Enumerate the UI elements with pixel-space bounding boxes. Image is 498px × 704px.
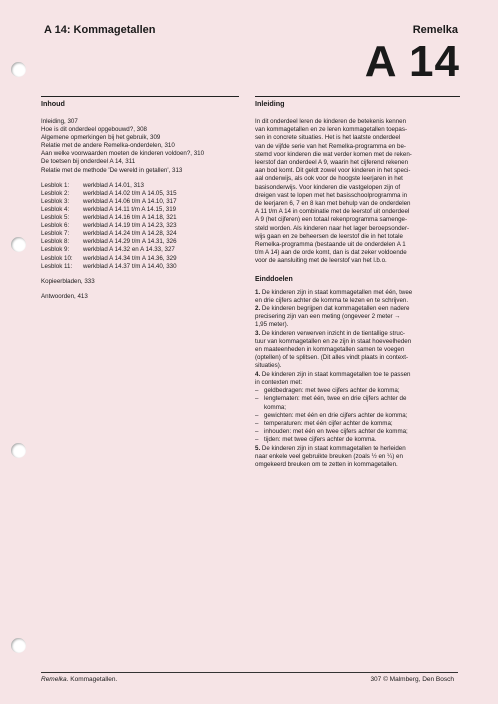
inhoud-heading: Inhoud — [41, 96, 239, 108]
footer-divider — [41, 672, 458, 673]
kopieerbladen-entry: Kopieerbladen, 333 — [41, 277, 95, 285]
einddoel-number: 1. — [255, 288, 261, 296]
dash-bullet: – — [255, 419, 259, 427]
einddoel-number: 2. — [255, 305, 261, 313]
lesblok-text: werkblad A 14.01, 313 — [83, 181, 144, 189]
antwoorden-entry: Antwoorden, 413 — [41, 292, 88, 300]
lesblok-label: Lesblok 2: — [41, 189, 70, 197]
einddoel-line — [255, 313, 460, 321]
einddoel-text: omgekeerd breuken om te zetten in kommagetallen. — [255, 460, 398, 468]
inleiding-line: wijs gaan en ze beheersen de leerstof die in het totale — [255, 232, 403, 240]
lesblok-label: Lesblok 11: — [41, 262, 73, 270]
einddoel-number: 4. — [255, 370, 261, 378]
inleiding-line: In dit onderdeel leren de kinderen de betekenis kennen — [255, 118, 407, 125]
binder-hole — [11, 237, 26, 252]
inleiding-line: van de vijfde serie van het Remelka-programma en be- — [255, 142, 406, 150]
inleiding-line: steld worden. Als kinderen naar het lager beroepsonder- — [255, 224, 410, 232]
lesblok-label: Lesblok 4: — [41, 205, 70, 213]
lesblok-text: werkblad A 14.29 t/m A 14.31, 326 — [83, 238, 177, 246]
inleiding-line: aan bod komt. Dit geldt zowel voor kinderen in het speci- — [255, 167, 411, 175]
inleiding-line: leerstof dan onderdeel A 9, waarin het cijferend rekenen — [255, 159, 409, 167]
context-item — [255, 404, 460, 412]
einddoel-line — [255, 371, 460, 379]
einddoel-text: De kinderen zijn in staat kommagetallen te herleiden — [261, 444, 406, 452]
einddoelen-list — [255, 289, 460, 469]
dash-bullet: – — [255, 411, 259, 419]
inleiding-line: stemd voor kinderen die wat verder komen met de reken- — [255, 150, 412, 158]
lesblok-label: Lesblok 3: — [41, 197, 70, 205]
lesblok-label: Lesblok 1: — [41, 181, 70, 189]
einddoel-text: De kinderen verwerven inzicht in de tientallige struc- — [261, 329, 405, 337]
inleiding-line: voor de aansluiting met de leerstof van het l.b.o. — [255, 257, 387, 265]
dash-bullet: – — [255, 428, 259, 436]
einddoel-line — [255, 338, 460, 346]
einddoel-line — [255, 362, 460, 370]
inleiding-line: sen in concrete situaties. Het is het laatste onderdeel — [255, 134, 401, 142]
inleiding-paragraph — [255, 118, 460, 266]
section-code: A 14 — [364, 37, 460, 86]
einddoel-text: situaties). — [255, 362, 282, 370]
lesblok-row — [41, 238, 239, 246]
context-text: gewichten: met één en drie cijfers achter de komma; — [264, 411, 408, 419]
lesblok-label: Lesblok 7: — [41, 230, 70, 238]
lesblok-text: werkblad A 14.19 t/m A 14.23, 323 — [83, 222, 177, 230]
context-item — [255, 395, 460, 403]
lesblok-text: werkblad A 14.34 t/m A 14.36, 329 — [83, 254, 177, 262]
lesblok-row — [41, 206, 239, 214]
einddoel-line — [255, 354, 460, 362]
inleiding-heading: Inleiding — [255, 96, 460, 108]
lesblok-label: Lesblok 10: — [41, 254, 73, 262]
footer-left: Remelka. Kommagetallen. — [41, 676, 118, 683]
footer-right: 307 © Malmberg, Den Bosch — [370, 676, 454, 683]
einddoel-text: precisering zijn van een meting (ongeveer 2 meter → — [255, 313, 401, 321]
einddoel-text: naar enkele veel gebruikte breuken (zoals ½ en ¼) en — [255, 452, 403, 460]
inhoud-item: Aan welke voorwaarden moeten de kinderen voldoen?, 310 — [41, 150, 205, 158]
einddoel-number: 3. — [255, 329, 261, 337]
einddoel-text: De kinderen zijn in staat kommagetallen toe te passen — [261, 370, 411, 378]
einddoel-line — [255, 453, 460, 461]
context-item — [255, 436, 460, 444]
lesblok-row — [41, 198, 239, 206]
inleiding-line: dreigen vast te lopen met het basisschoolprogramma in — [255, 191, 408, 199]
lesblok-row — [41, 230, 239, 238]
einddoel-text: De kinderen begrijpen dat kommagetallen een nadere — [261, 305, 410, 313]
inhoud-item: De toetsen bij onderdeel A 14, 311 — [41, 158, 136, 166]
inleiding-line: aal onderwijs, als ook voor de hoogste leerjaren in het — [255, 175, 403, 183]
lesblok-row — [41, 182, 239, 190]
lesblok-row — [41, 263, 239, 271]
context-text: lengtematen: met één, twee en drie cijfers achter de — [264, 395, 407, 403]
context-text: komma; — [264, 403, 287, 411]
page-title: A 14: Kommagetallen — [44, 24, 156, 36]
inhoud-column — [41, 96, 239, 301]
context-item — [255, 420, 460, 428]
context-text: inhouden: met één en twee cijfers achter de komma; — [264, 428, 408, 436]
lesblok-text: werkblad A 14.37 t/m A 14.40, 330 — [83, 262, 177, 270]
inhoud-item: Relatie met de andere Remelka-onderdelen, 310 — [41, 142, 175, 150]
einddoel-text: en maateenheden in kommagetallen samen te voegen — [255, 346, 405, 354]
inhoud-item: Relatie met de methode 'De wereld in getallen', 313 — [41, 166, 183, 174]
lesblok-text: werkblad A 14.24 t/m A 14.28, 324 — [83, 230, 177, 238]
lesblok-row — [41, 255, 239, 263]
inleiding-line: t/m A 14) aan de orde komt, dan is dat zeker voldoende — [255, 249, 407, 257]
einddoel-text: tuur van kommagetallen en ze zijn in staat hoeveelheden — [255, 337, 412, 345]
lesblok-text: werkblad A 14.16 t/m A 14.18, 321 — [83, 214, 177, 222]
einddoel-text: en drie cijfers achter de komma te lezen en te schrijven. — [255, 296, 409, 304]
inleiding-line: de leerjaren 6, 7 en 8 kan met behulp van de onderdelen — [255, 200, 411, 208]
binder-hole — [11, 62, 26, 77]
einddoel-line — [255, 461, 460, 469]
einddoelen-heading: Einddoelen — [255, 275, 293, 283]
lesblok-text: werkblad A 14.02 t/m A 14.05, 315 — [83, 189, 177, 197]
inleiding-line: A 11 t/m A 14 in combinatie met de leerstof uit onderdeel — [255, 208, 410, 216]
inleiding-line: basisonderwijs. Voor kinderen die vastgelopen zijn of — [255, 183, 401, 191]
lesblok-label: Lesblok 9: — [41, 246, 70, 254]
dash-bullet: – — [255, 436, 259, 444]
binder-hole — [11, 638, 26, 653]
einddoel-line — [255, 445, 460, 453]
inleiding-line: van kommagetallen en ze leren kommagetallen toepas- — [255, 126, 408, 134]
lesblok-label: Lesblok 6: — [41, 222, 70, 230]
einddoel-line — [255, 346, 460, 354]
lesblok-label: Lesblok 5: — [41, 214, 70, 222]
inleiding-column — [255, 96, 460, 469]
inhoud-list — [41, 118, 239, 175]
context-item — [255, 428, 460, 436]
einddoel-text: De kinderen zijn in staat kommagetallen met één, twee — [261, 288, 413, 296]
lesblok-row — [41, 222, 239, 230]
context-text: tijden: met twee cijfers achter de komma. — [264, 436, 377, 444]
context-text: temperaturen: met één cijfer achter de komma; — [264, 419, 393, 427]
einddoel-line — [255, 321, 460, 329]
context-text: geldbedragen: met twee cijfers achter de komma; — [264, 387, 400, 395]
brand-name: Remelka — [412, 24, 458, 36]
einddoel-text: (optellen) of te splitsen. (Dit alles vindt plaats in context- — [255, 354, 409, 362]
context-item — [255, 387, 460, 395]
lesblok-row — [41, 214, 239, 222]
dash-bullet — [255, 404, 264, 412]
lesblok-row — [41, 190, 239, 198]
inleiding-line: Remelka-programma (bestaande uit de onderdelen A 1 — [255, 241, 406, 249]
lesblok-row — [41, 246, 239, 254]
einddoel-line — [255, 289, 460, 297]
inhoud-item: Hoe is dit onderdeel opgebouwd?, 308 — [41, 126, 147, 134]
einddoel-line — [255, 379, 460, 387]
inleiding-line: A 9 (het cijferen) een totaal rekenprogramma samenge- — [255, 216, 408, 224]
dash-bullet: – — [255, 395, 259, 403]
einddoel-text: 1,95 meter). — [255, 321, 289, 329]
einddoel-line — [255, 330, 460, 338]
inhoud-item: Algemene opmerkingen bij het gebruik, 309 — [41, 134, 161, 142]
lesblok-list — [41, 182, 239, 271]
context-item — [255, 412, 460, 420]
lesblok-label: Lesblok 8: — [41, 238, 70, 246]
dash-bullet: – — [255, 387, 259, 395]
einddoel-line — [255, 305, 460, 313]
einddoel-number: 5. — [255, 444, 261, 452]
lesblok-text: werkblad A 14.11 t/m A 14.15, 319 — [83, 205, 177, 213]
binder-hole — [11, 443, 26, 458]
einddoel-text: in contexten met: — [255, 378, 303, 386]
inhoud-item: Inleiding, 307 — [41, 118, 78, 125]
lesblok-text: werkblad A 14.32 en A 14.33, 327 — [83, 246, 175, 254]
einddoel-line — [255, 297, 460, 305]
lesblok-text: werkblad A 14.06 t/m A 14.10, 317 — [83, 197, 177, 205]
